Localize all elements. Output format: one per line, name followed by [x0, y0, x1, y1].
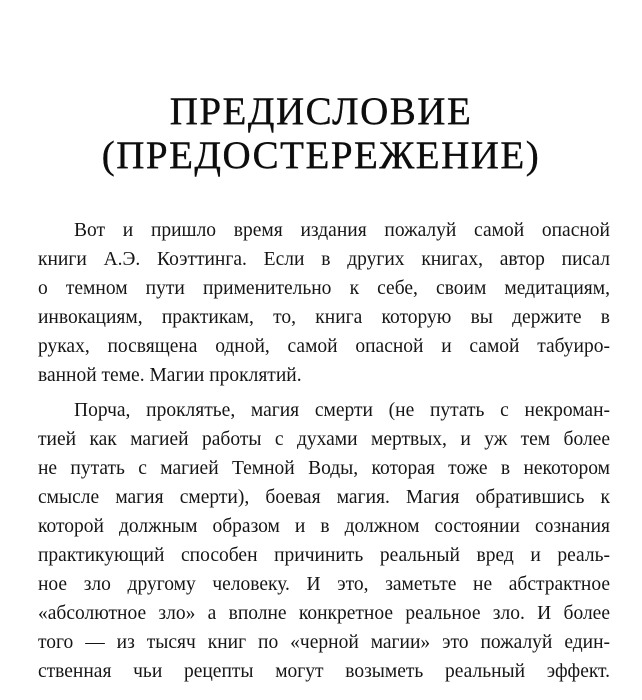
paragraph-line: о темном пути применительно к себе, своим медитациям, — [38, 278, 610, 299]
paragraph-line: инвокациям, практикам, то, книга которую вы держите в — [38, 307, 610, 328]
paragraph-line: ственная чьи рецепты могут возыметь реальный эффект. — [38, 661, 610, 682]
body-text — [38, 216, 610, 686]
paragraph-line: книги А.Э. Коэттинга. Если в других книгах, автор писал — [38, 249, 610, 270]
paragraph-line: не путать с магией Темной Воды, которая тоже в некотором — [38, 458, 610, 479]
paragraph-line: смысле магия смерти), боевая магия. Магия обратившись к — [38, 487, 610, 508]
paragraph-2 — [38, 396, 610, 686]
paragraph-line: тией как магией работы с духами мертвых, и уж тем более — [38, 429, 610, 450]
paragraph-line: практикующий способен причинить реальный вред и реаль- — [38, 545, 610, 566]
paragraph-line: ное зло другому человеку. И это, заметьте не абстрактное — [38, 574, 610, 595]
paragraph-line: «абсолютное зло» а вполне конкретное реальное зло. И более — [38, 603, 610, 624]
page-title: ПРЕДИСЛОВИЕ — [169, 90, 473, 133]
paragraph-line: ванной теме. Магии проклятий. — [38, 365, 302, 386]
paragraph-line: того — из тысяч книг по «черной магии» это пожалуй един- — [38, 632, 610, 653]
paragraph-line: руках, посвящена одной, самой опасной и самой табуиро- — [38, 336, 610, 357]
page-subtitle: (ПРЕДОСТЕРЕЖЕНИЕ) — [101, 134, 541, 177]
paragraph-line: Порча, проклятье, магия смерти (не путать с некроман- — [74, 400, 610, 421]
paragraph-line: которой должным образом и в должном состоянии сознания — [38, 516, 610, 537]
paragraph-1 — [38, 216, 610, 390]
paragraph-line: Вот и пришло время издания пожалуй самой опасной — [74, 220, 610, 241]
